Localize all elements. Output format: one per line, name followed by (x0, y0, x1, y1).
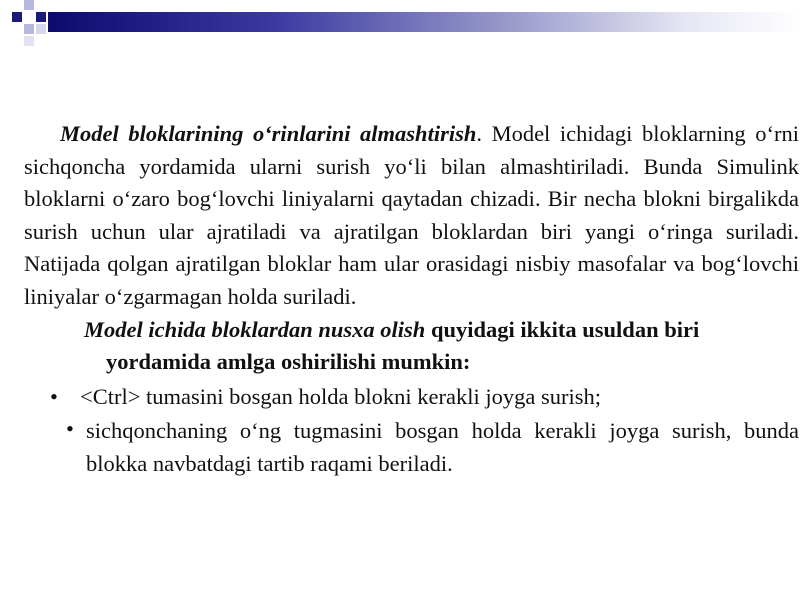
bullet-icon: • (66, 416, 74, 442)
decor-square (24, 24, 34, 34)
decor-square (12, 12, 22, 22)
paragraph-block-copy (24, 314, 799, 379)
paragraph-heading: Model bloklarining o‘rinlarini almashtirish (60, 121, 477, 146)
gradient-band (48, 12, 800, 32)
bullet-icon: • (50, 383, 58, 409)
paragraph-text-continued: yordamida amlga oshirilishi mumkin: (106, 349, 471, 375)
list-item-text: <Ctrl> tumasini bosgan holda blokni kerakli joyga surish; (80, 383, 601, 409)
decor-square (36, 12, 46, 22)
paragraph-text: . Model ichidagi bloklarning o‘rni sichqoncha yordamida ularni surish yo‘li bilan almashtiriladi. Bunda Simulink bloklarni o‘zaro bog‘lovchi liniyalarni qaytadan chizadi. Bir necha blokni birgalikda surish uchun ular ajratiladi va ajratilgan bloklardan biri yangi o‘ringa suriladi. Natijada qolgan ajratilgan bloklar ham ular orasidagi nisbiy masofalar va bog‘lovchi liniyalar o‘zgarmagan holda suriladi. (24, 121, 799, 309)
slide-body (24, 118, 799, 481)
decor-square (36, 24, 46, 34)
paragraph-block-move (24, 118, 799, 314)
list-item (24, 415, 799, 480)
decor-square (24, 0, 34, 10)
paragraph-text: quyidagi ikkita usuldan biri (425, 316, 700, 342)
decor-square (24, 36, 34, 46)
paragraph-heading: Model ichida bloklardan nusxa olish (84, 316, 426, 342)
list-item-text: sichqonchaning o‘ng tugmasini bosgan holda kerakli joyga surish, bunda blokka navbatdagi tartib raqami beriladi. (86, 418, 799, 476)
title-decoration (0, 0, 800, 40)
bullet-list (24, 381, 799, 481)
list-item (24, 381, 799, 414)
